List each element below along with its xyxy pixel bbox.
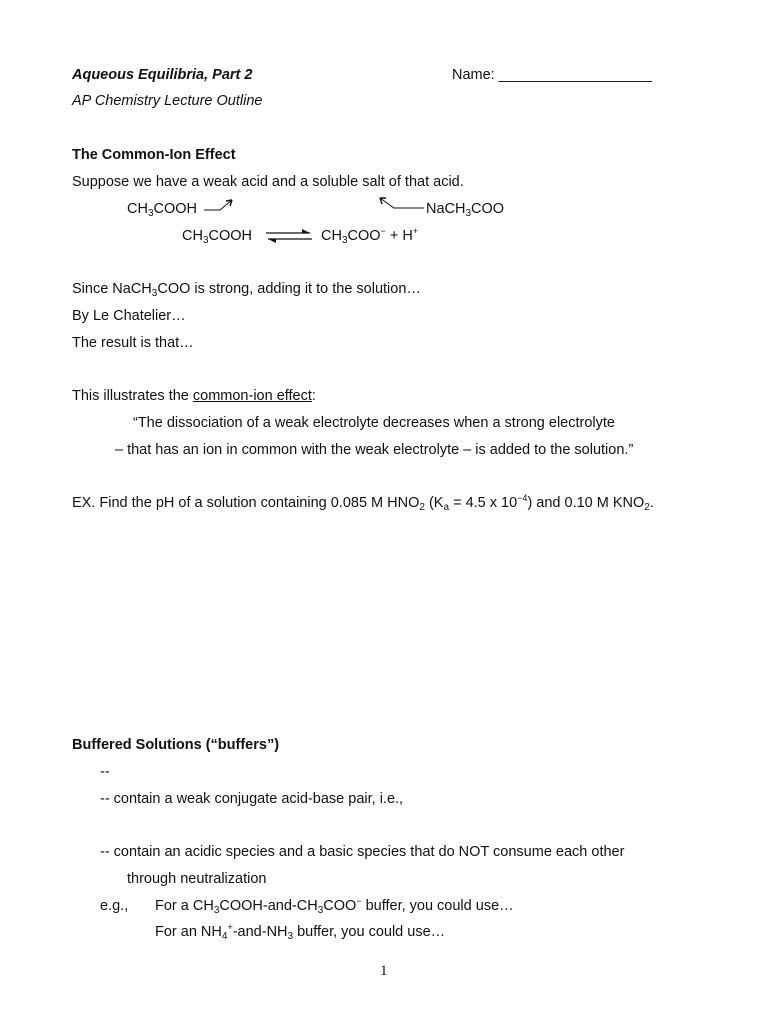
buffer-example-acetate: For a $CH_3COOH-and-CH_3COO^-$ buffer, you could use… (155, 896, 514, 916)
buffer-item-conjugate-pair: -- contain a weak conjugate acid-base pair, i.e., (100, 791, 404, 807)
since-text: Since NaCH$_3$COO is strong, adding it to the solution… (72, 281, 421, 299)
example-label: e.g., (100, 898, 129, 914)
buffer-blank-item: -- (100, 764, 110, 780)
le-chatelier-text: By Le Chatelier… (72, 308, 186, 324)
intro-text: Suppose we have a weak acid and a soluble salt of that acid. (72, 174, 464, 190)
species-salt: NaCH$_3$COO (426, 201, 505, 219)
name-field-label: Name: ___________________ (452, 67, 652, 83)
illustrates-text: This illustrates the common-ion effect: (72, 388, 316, 404)
page-number: 1 (380, 963, 388, 979)
acid-pointer-arrow-icon (200, 194, 240, 216)
buffer-example-ammonium: For an $NH_4^+-and-NH_3$ buffer, you could use… (155, 922, 446, 942)
buffer-item-acidic-basic: -- contain an acidic species and a basic species that do NOT consume each other (100, 844, 625, 860)
equilibrium-reactant: $CH_3COOH$ (182, 228, 253, 246)
result-text: The result is that… (72, 335, 194, 351)
section-heading-buffers: Buffered Solutions (“buffers”) (72, 737, 280, 753)
equilibrium-arrows-icon (264, 226, 314, 246)
example-problem: EX. Find the pH of a solution containing 0.085 M $HNO_2$ ($K_a = 4.5$ x $10^{-4}$) and 0.10 M $KNO_2$. (72, 493, 654, 513)
definition-quote-line-2: – that has an ion in common with the weak electrolyte – is added to the solution.” (115, 442, 634, 458)
salt-pointer-arrow-icon (374, 192, 426, 214)
document-subtitle: AP Chemistry Lecture Outline (72, 93, 263, 109)
equilibrium-products: $CH_3COO^- + H^+$ (321, 226, 419, 246)
definition-quote-line-1: “The dissociation of a weak electrolyte decreases when a strong electrolyte (133, 415, 615, 431)
common-ion-term: common-ion effect (192, 388, 312, 404)
species-acid: $CH_3COOH$ (127, 201, 198, 219)
document-title: Aqueous Equilibria, Part 2 (72, 67, 253, 83)
buffer-item-continuation: through neutralization (127, 871, 267, 887)
section-heading-common-ion: The Common-Ion Effect (72, 147, 236, 163)
